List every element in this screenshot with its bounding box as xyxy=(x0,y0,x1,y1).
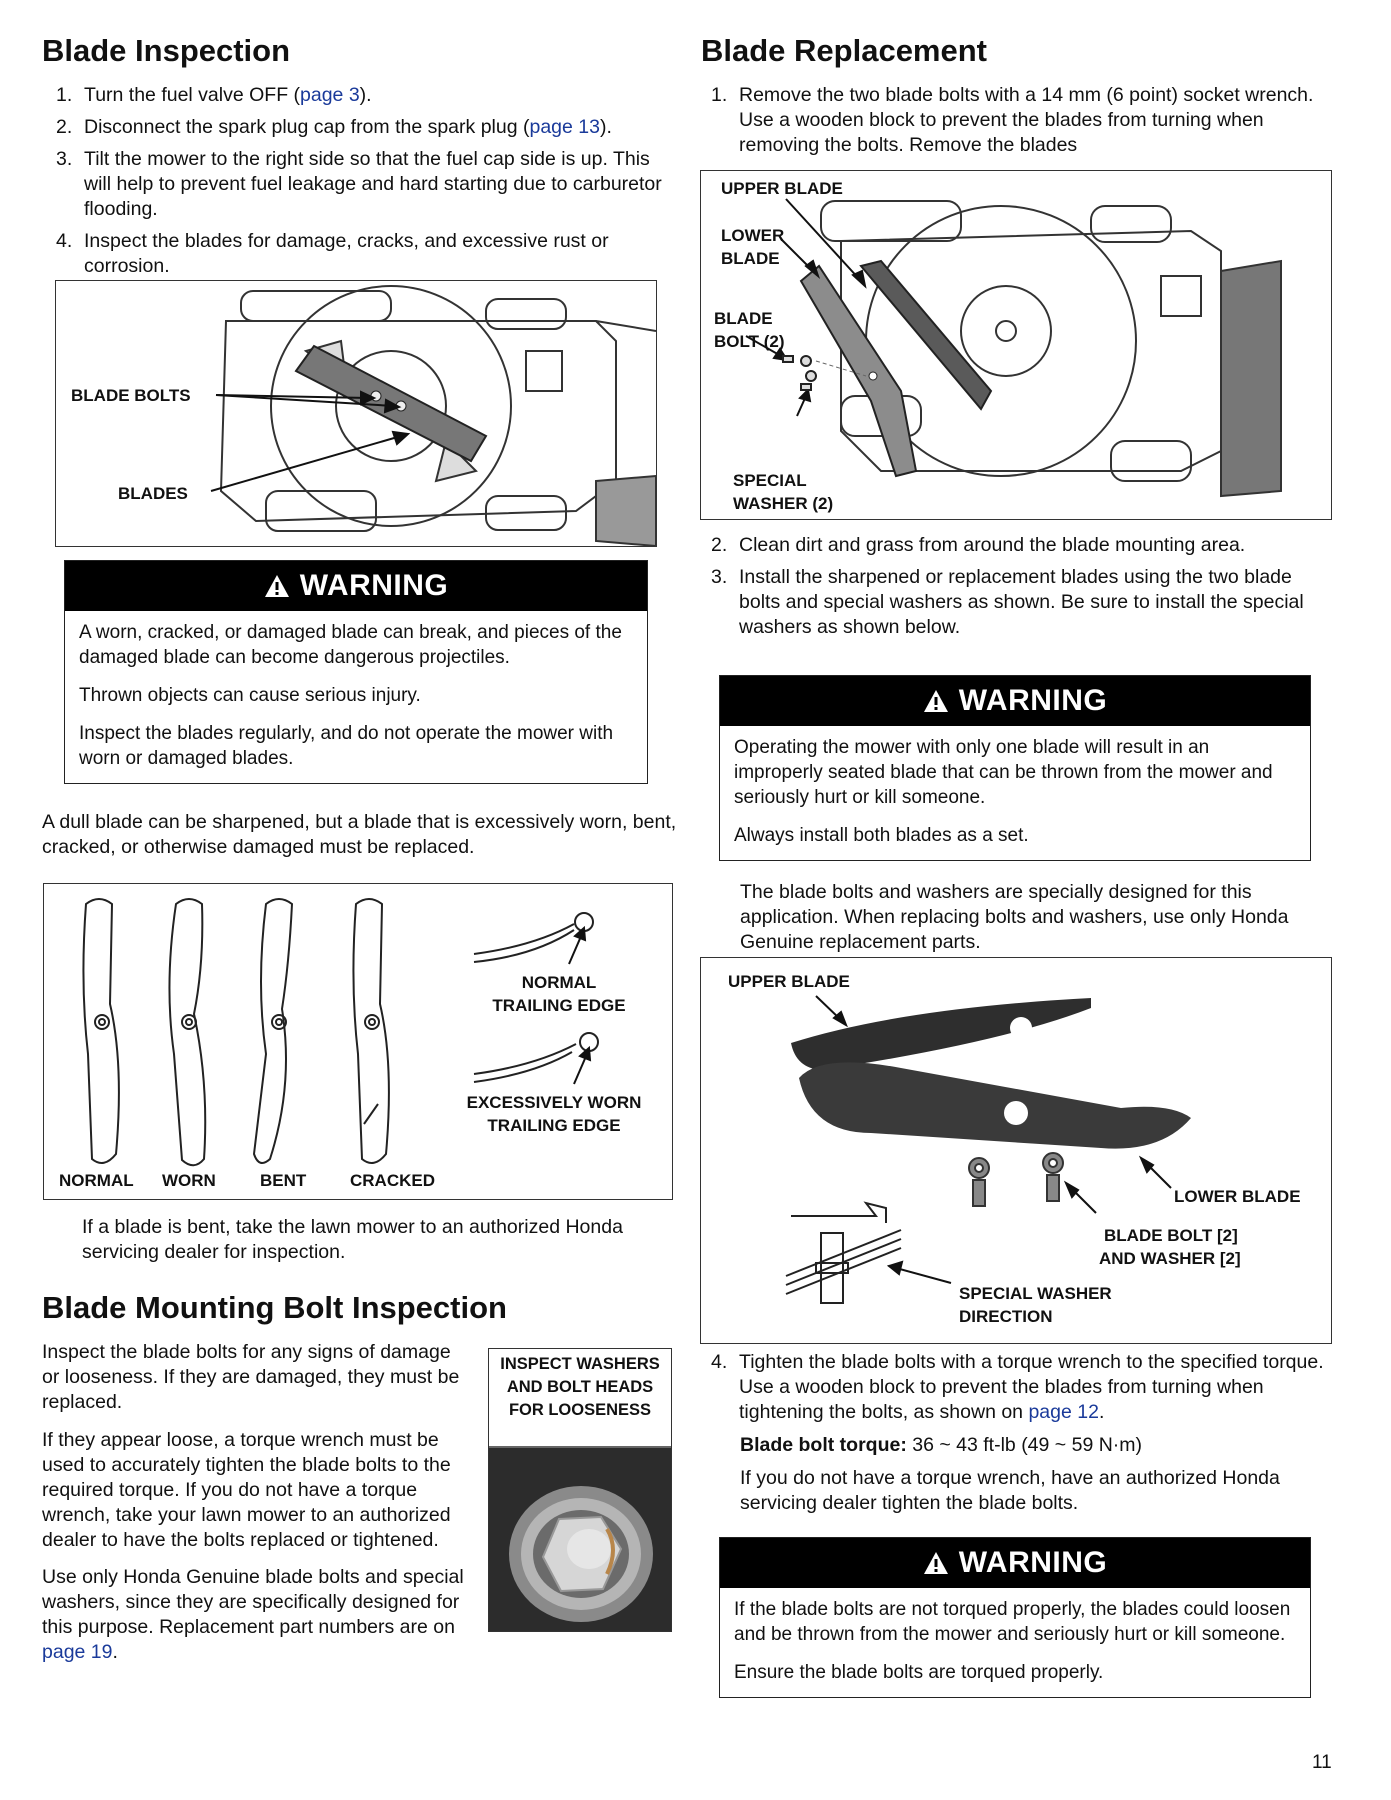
bolt-photo-figure xyxy=(488,1348,672,1632)
dull-blade-text: A dull blade can be sharpened, but a blade that is excessively worn, bent, cracked, or otherwise damaged must be replaced. xyxy=(42,811,677,858)
blade-inspection-steps xyxy=(42,83,678,286)
blade-bolt-torque: Blade bolt torque: 36 ~ 43 ft-lb (49 ~ 59 N·m) xyxy=(740,1434,1143,1456)
blades-callout: BLADES xyxy=(118,484,188,503)
lower-blade-callout: LOWER BLADE xyxy=(721,226,785,268)
blade-removal-figure xyxy=(700,170,1332,520)
bolt-inspection-p2: If they appear loose, a torque wrench must be used to accurately tighten the blade bolts to the required torque. If you do not have a torque wrench, take your lawn mower to an authorized dealer to have the bolts replaced or tightened. xyxy=(42,1429,451,1551)
worn-trailing-edge-label: EXCESSIVELY WORN TRAILING EDGE xyxy=(466,1093,642,1135)
list-item: 3. Install the sharpened or replacement blades using the two blade bolts and special washers as shown. Be sure to install the special washers as shown below. xyxy=(711,566,1304,638)
normal-trailing-edge-label: NORMAL TRAILING EDGE xyxy=(492,973,626,1015)
warning-triangle-icon xyxy=(923,1551,949,1575)
list-item: 2. Clean dirt and grass from around the blade mounting area. xyxy=(711,534,1246,556)
torque-warning xyxy=(719,1537,1311,1698)
washer-direction-callout: SPECIAL WASHER DIRECTION xyxy=(959,1284,1112,1326)
bent-blade-text: If a blade is bent, take the lawn mower to an authorized Honda servicing dealer for inspection. xyxy=(82,1216,623,1263)
blade-condition-figure xyxy=(43,883,673,1200)
upper-blade-callout: UPPER BLADE xyxy=(721,179,843,198)
bolt-photo xyxy=(489,1349,671,1631)
page-link[interactable]: page 13 xyxy=(529,116,600,138)
list-item: 1. Turn the fuel valve OFF (page 3). xyxy=(56,84,372,106)
mower-underside-figure xyxy=(55,280,657,547)
blade-condition-illustration xyxy=(44,884,672,1199)
page-number: 11 xyxy=(1312,1752,1332,1773)
list-item: 2. Disconnect the spark plug cap from the spark plug (page 13). xyxy=(56,116,612,138)
worn-blade-label: WORN xyxy=(162,1171,216,1190)
lower-blade-callout: LOWER BLADE xyxy=(1174,1187,1301,1206)
bolt-photo-caption: INSPECT WASHERS AND BOLT HEADS FOR LOOSENESS xyxy=(500,1355,660,1419)
warning-label: WARNING xyxy=(299,569,449,602)
blade-bolt-callout: BLADE BOLT (2) xyxy=(714,309,785,351)
upper-blade-callout: UPPER BLADE xyxy=(728,972,850,991)
warning-label: WARNING xyxy=(958,684,1108,717)
warning-text: If the blade bolts are not torqued properly, the blades could loosen and be thrown from the mower and seriously hurt or kill someone. xyxy=(734,1599,1291,1645)
blade-inspection-heading: Blade Inspection xyxy=(42,33,291,68)
blade-bolts-callout: BLADE BOLTS xyxy=(71,386,191,405)
page-link[interactable]: page 19 xyxy=(42,1641,113,1663)
cracked-blade-label: CRACKED xyxy=(350,1171,435,1190)
list-item: 1. Remove the two blade bolts with a 14 mm (6 point) socket wrench. Use a wooden block to prevent the blades from turning when removing the bolts. Remove the blades xyxy=(711,84,1314,156)
blade-replacement-heading: Blade Replacement xyxy=(701,33,987,68)
page-link[interactable]: page 12 xyxy=(1028,1401,1099,1423)
mower-underside-illustration xyxy=(56,281,656,546)
blade-removal-illustration xyxy=(701,171,1331,519)
warning-header xyxy=(65,561,647,611)
no-torque-wrench-text: If you do not have a torque wrench, have an authorized Honda servicing dealer tighten the blade bolts. xyxy=(740,1467,1280,1514)
warning-triangle-icon xyxy=(264,574,290,598)
list-item: 3. Tilt the mower to the right side so that the fuel cap side is up. This will help to prevent fuel leakage and hard starting due to carburetor flooding. xyxy=(56,148,662,220)
replacement-steps-2-3 xyxy=(697,533,1333,647)
bolt-inspection-heading: Blade Mounting Bolt Inspection xyxy=(42,1290,507,1325)
list-item: 4. Tighten the blade bolts with a torque wrench to the specified torque. Use a wooden block to prevent the blades from turning when tightening the bolts, as shown on page 12. xyxy=(711,1351,1324,1423)
warning-text: Always install both blades as a set. xyxy=(734,825,1029,846)
warning-text: Operating the mower with only one blade will result in an improperly seated blade that can be thrown from the mower and seriously hurt or kill someone. xyxy=(734,737,1273,808)
warning-header xyxy=(720,1538,1310,1588)
blade-assembly-figure xyxy=(700,957,1332,1344)
warning-body xyxy=(720,1588,1310,1697)
warning-header xyxy=(720,676,1310,726)
bolt-inspection-p3: Use only Honda Genuine blade bolts and special washers, since they are specifically designed for this purpose. Replacement part numbers are on page 19. xyxy=(42,1566,464,1663)
page-link[interactable]: page 3 xyxy=(300,84,360,106)
bolt-inspection-p1: Inspect the blade bolts for any signs of damage or looseness. If they are damaged, they must be replaced. xyxy=(42,1341,460,1413)
warning-body xyxy=(65,611,647,783)
genuine-parts-text: The blade bolts and washers are specially designed for this application. When replacing bolts and washers, use only Honda Genuine replacement parts. xyxy=(740,881,1289,953)
replacement-step-1 xyxy=(697,83,1327,165)
normal-blade-label: NORMAL xyxy=(59,1171,134,1190)
one-blade-warning xyxy=(719,675,1311,861)
special-washer-callout: SPECIAL WASHER (2) xyxy=(733,471,834,513)
warning-text: A worn, cracked, or damaged blade can break, and pieces of the damaged blade can become dangerous projectiles. xyxy=(79,622,622,668)
warning-text: Thrown objects can cause serious injury. xyxy=(79,685,421,706)
bent-blade-label: BENT xyxy=(260,1171,307,1190)
warning-body xyxy=(720,726,1310,860)
list-item: 4. Inspect the blades for damage, cracks, and excessive rust or corrosion. xyxy=(56,230,609,277)
blade-bolt-washer-callout: BLADE BOLT [2] AND WASHER [2] xyxy=(1099,1226,1241,1268)
replacement-step-4 xyxy=(697,1350,1333,1432)
warning-triangle-icon xyxy=(923,689,949,713)
warning-text: Ensure the blade bolts are torqued properly. xyxy=(734,1662,1104,1683)
warning-text: Inspect the blades regularly, and do not operate the mower with worn or damaged blades. xyxy=(79,723,614,769)
warning-label: WARNING xyxy=(958,1546,1108,1579)
blade-damage-warning xyxy=(64,560,648,784)
